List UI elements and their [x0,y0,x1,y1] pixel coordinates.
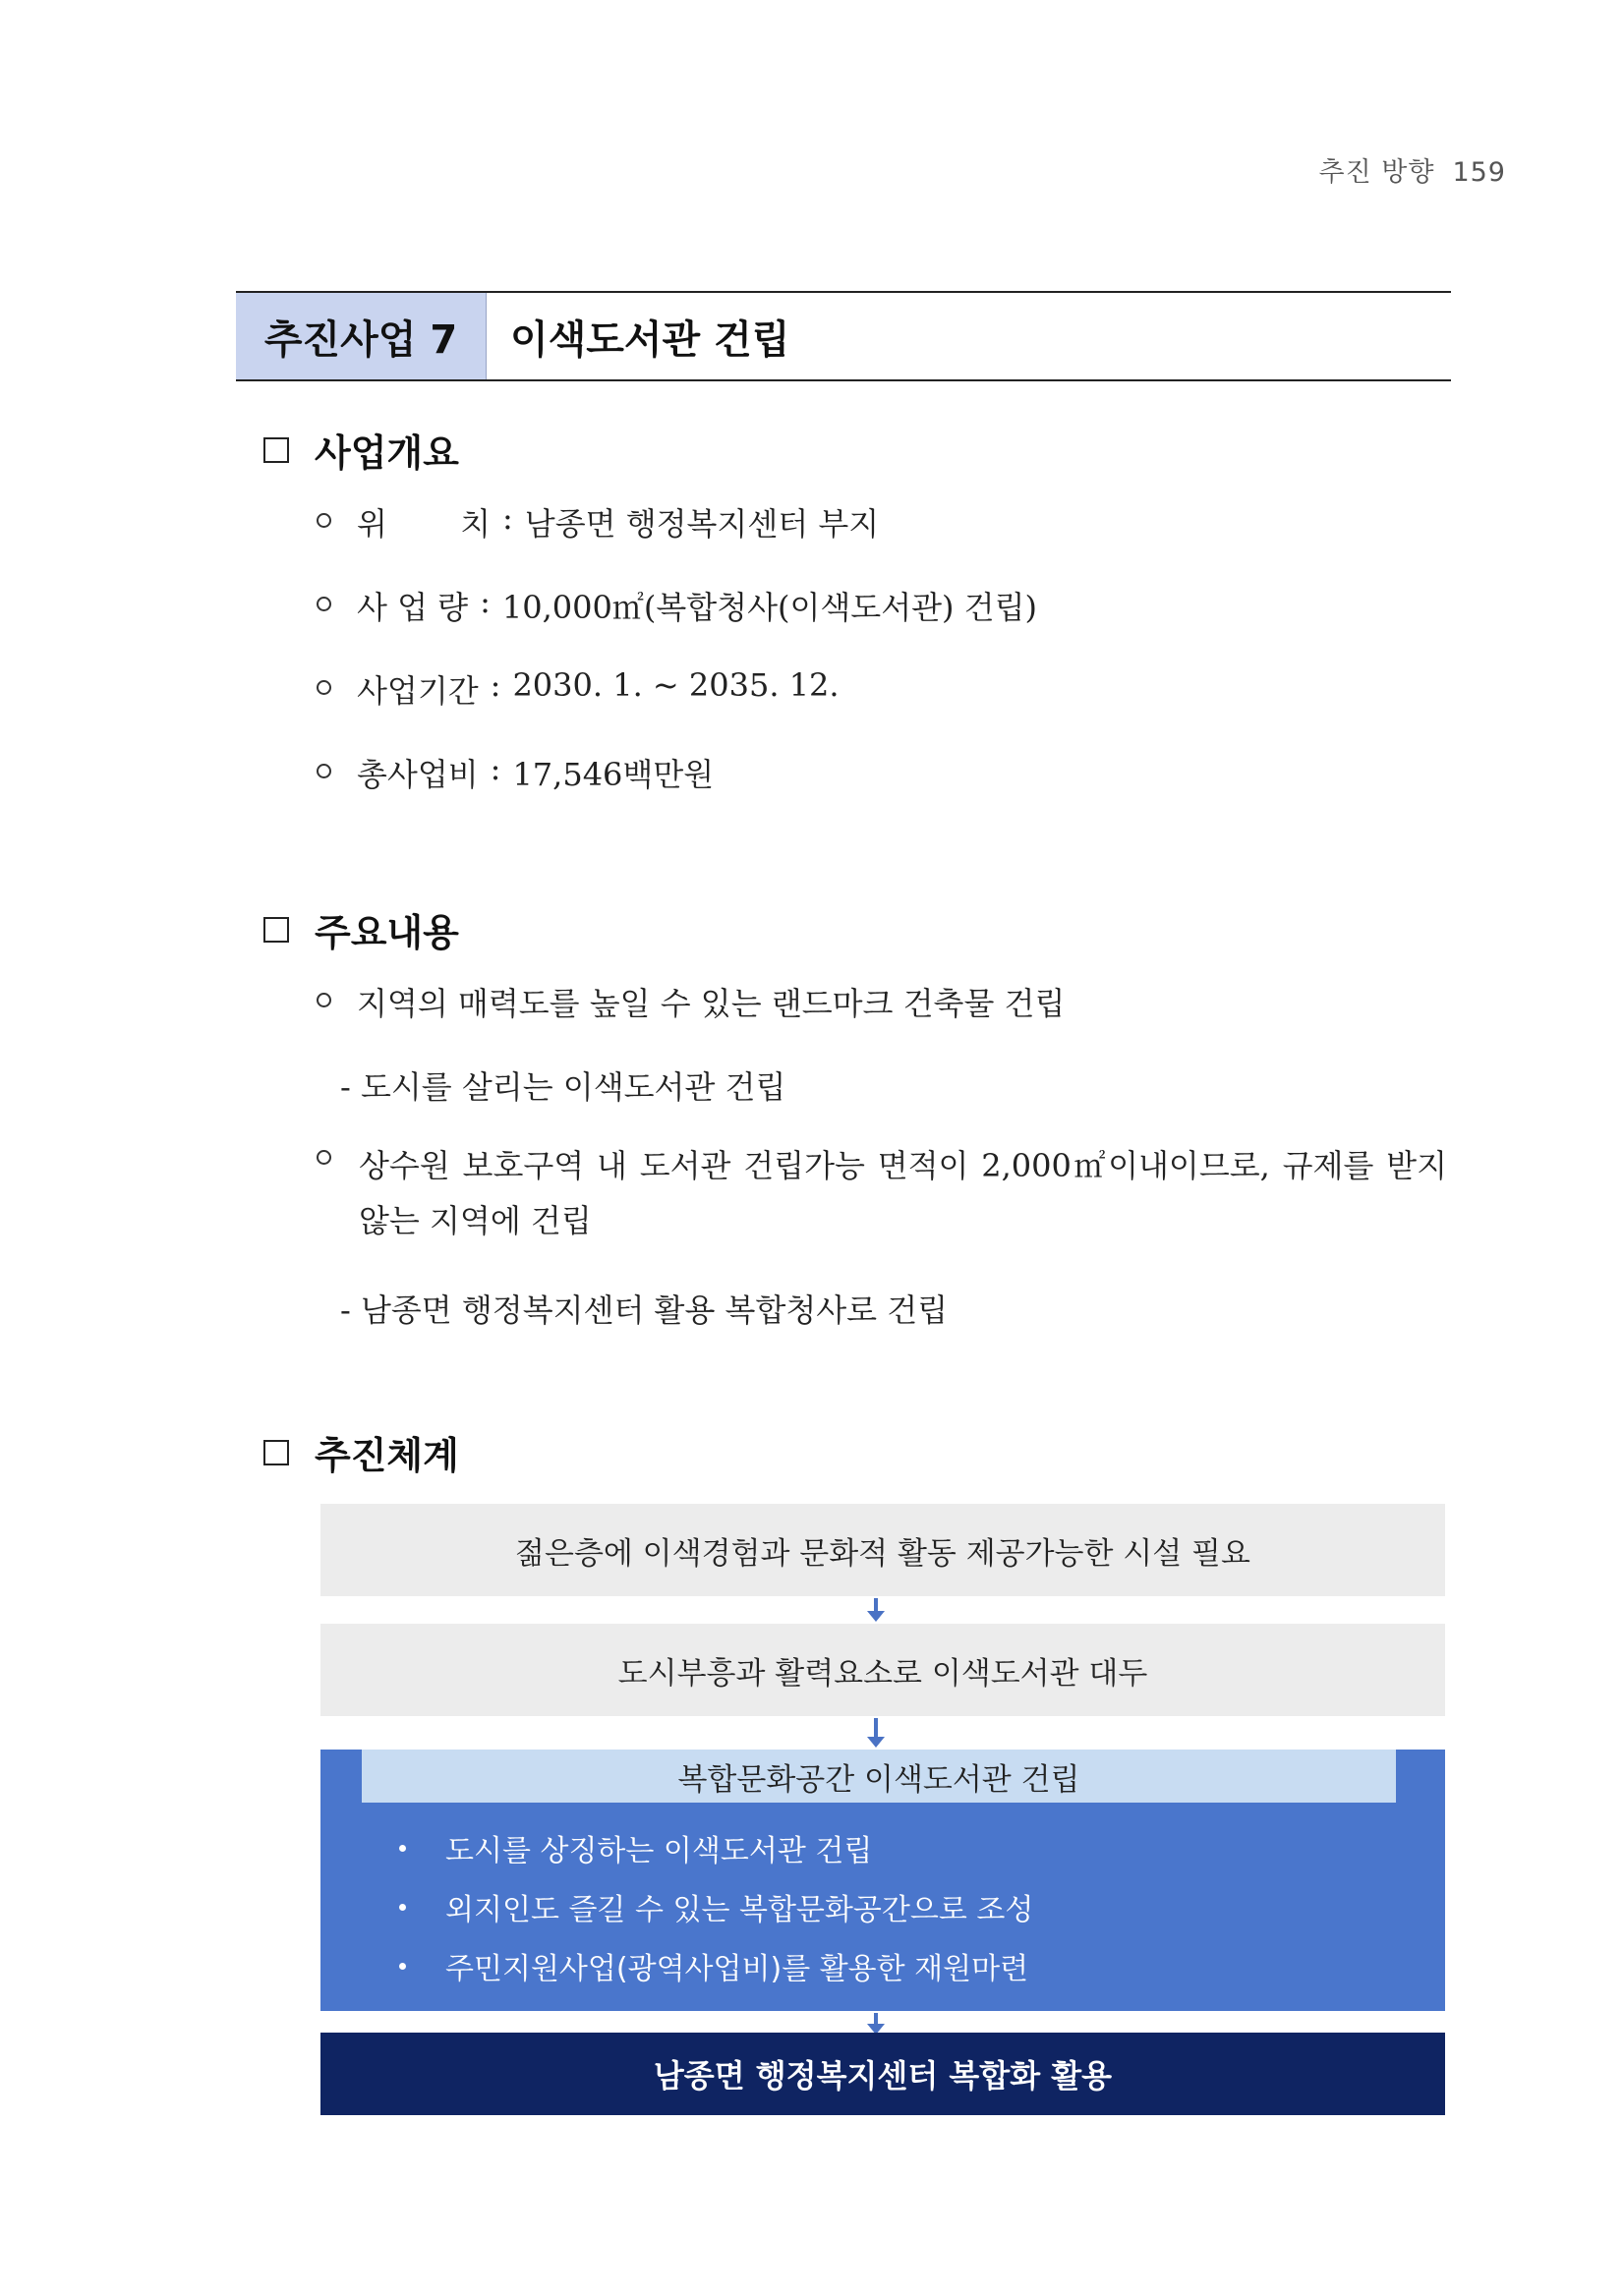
section-overview-title: 사업개요 [315,431,459,475]
project-title-box [236,291,1451,381]
checkbox-icon [263,1440,289,1465]
section-framework-heading [263,1425,459,1479]
flow-step-emergence: 도시부흥과 활력요소로 이색도서관 대두 [320,1624,1445,1716]
flow-step-result: 남종면 행정복지센터 복합화 활용 [320,2033,1445,2115]
overview-item-budget [317,750,714,795]
field-colon: : [480,583,491,620]
checkbox-icon [263,917,289,943]
circle-bullet-icon [317,764,331,778]
field-colon: : [502,499,513,537]
field-label: 사업기간 [357,672,479,710]
bullet-dot-icon [399,1904,406,1911]
project-title: 이색도서관 건립 [510,316,790,363]
construction-item [399,1944,1028,1987]
circle-bullet-icon [317,680,331,695]
contents-point-1-text: 지역의 매력도를 높일 수 있는 랜드마크 건축물 건립 [357,985,1066,1022]
section-overview-heading [263,423,459,477]
circle-bullet-icon [317,1150,331,1165]
field-value: 17,546백만원 [512,756,715,793]
overview-item-period [317,666,840,712]
overview-item-location [317,499,879,545]
field-label: 위 치 [357,505,491,543]
bullet-dot-icon [399,1963,406,1970]
header-section-title: 추진 방향 [1318,157,1435,188]
contents-point-1 [317,979,1065,1024]
section-framework-title: 추진체계 [315,1434,459,1477]
construction-item-text: 도시를 상징하는 이색도서관 건립 [445,1834,873,1868]
section-contents-heading [263,902,459,956]
section-contents-title: 주요내용 [315,911,459,954]
checkbox-icon [263,437,289,463]
field-label: 총사업비 [357,756,479,793]
field-value: 2030. 1. ~ 2035. 12. [512,666,840,704]
running-header [1319,150,1506,189]
construction-item [399,1885,1033,1928]
construction-item-text: 주민지원사업(광역사업비)를 활용한 재원마련 [445,1952,1029,1986]
overview-item-scale [317,583,1037,628]
arrow-down-icon [874,2013,878,2025]
circle-bullet-icon [317,513,331,528]
flow-step-need: 젊은층에 이색경험과 문화적 활동 제공가능한 시설 필요 [320,1504,1445,1596]
field-label: 사 업 량 [357,589,469,626]
contents-point-2-text: 상수원 보호구역 내 도서관 건립가능 면적이 2,000㎡이내이므로, 규제를 받지 않는 지역에 건립 [359,1147,1447,1239]
contents-point-1-sub: - 도시를 살리는 이색도서관 건립 [340,1068,786,1106]
page-number: 159 [1452,157,1506,188]
arrow-down-icon [874,1598,878,1612]
field-colon: : [490,750,501,787]
project-tag: 추진사업 7 [236,293,487,379]
construction-item [399,1826,872,1869]
contents-point-2-sub: - 남종면 행정복지센터 활용 복합청사로 건립 [340,1292,949,1329]
bullet-dot-icon [399,1845,406,1852]
circle-bullet-icon [317,993,331,1007]
flow-step-construction [320,1750,1445,2011]
field-value: 10,000㎡(복합청사(이색도서관) 건립) [501,589,1037,626]
flow-step-construction-title: 복합문화공간 이색도서관 건립 [362,1750,1396,1803]
construction-item-text: 외지인도 즐길 수 있는 복합문화공간으로 조성 [445,1893,1034,1927]
circle-bullet-icon [317,597,331,611]
arrow-down-icon [874,1718,878,1738]
contents-point-2 [317,1138,1447,1248]
field-value: 남종면 행정복지센터 부지 [524,505,880,543]
field-colon: : [490,666,501,704]
